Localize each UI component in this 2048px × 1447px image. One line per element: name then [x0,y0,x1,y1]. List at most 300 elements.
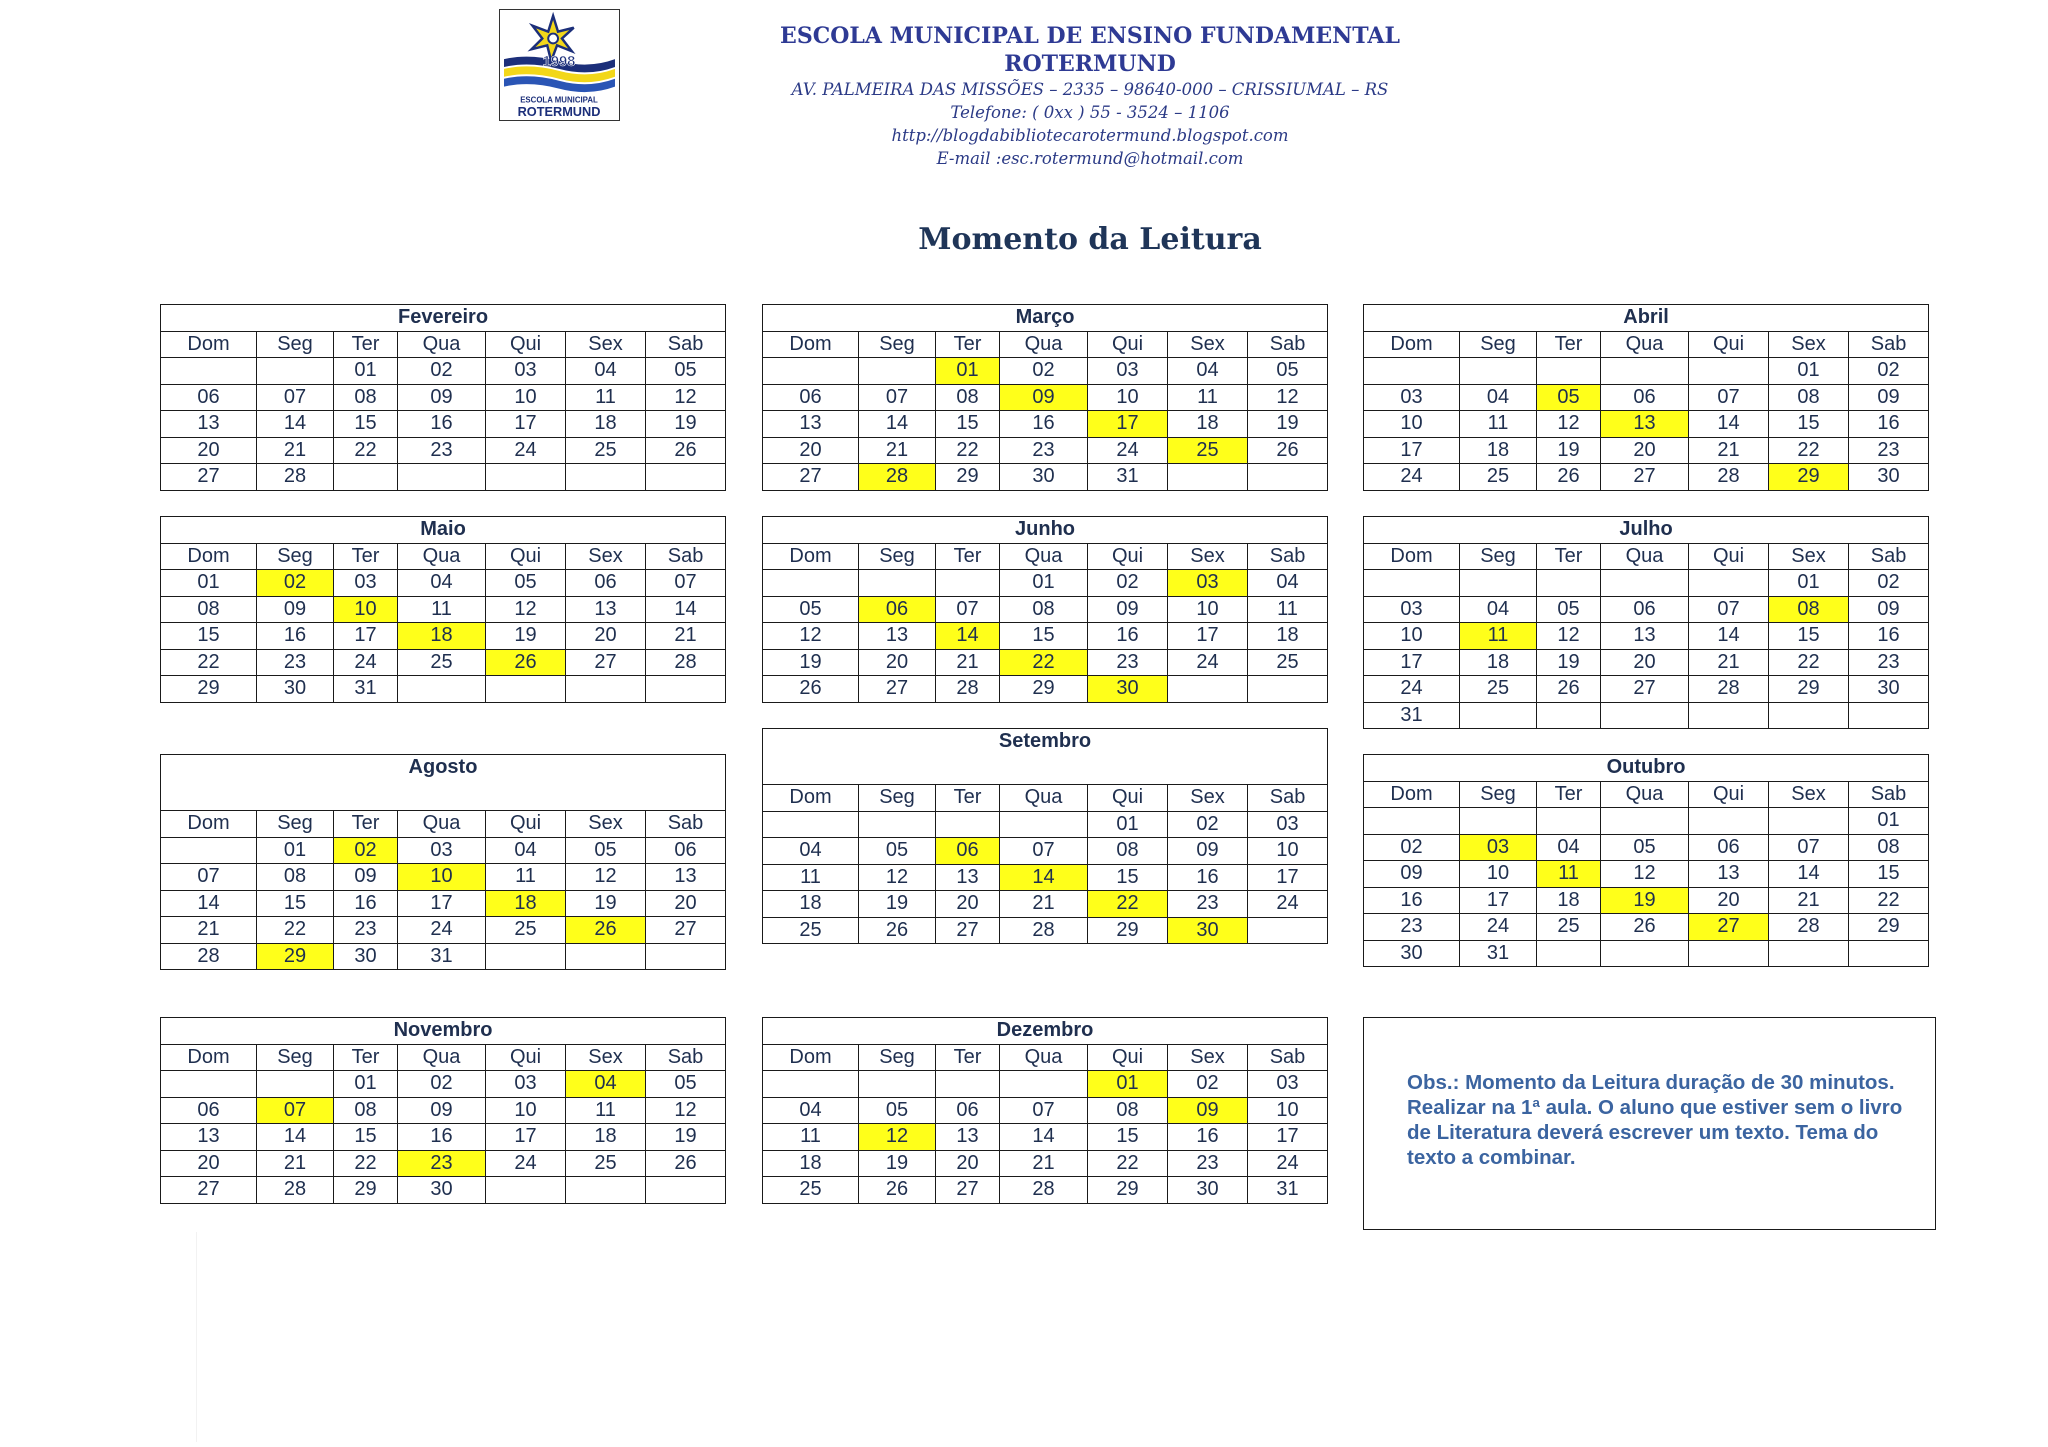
month-gap-row [1364,729,1929,752]
day-cell: 01 [1000,570,1088,597]
weekday-header: Dom [161,1044,257,1071]
empty-day-cell [486,464,566,491]
day-cell: 17 [1168,623,1248,650]
day-cell: 20 [1601,437,1689,464]
weekday-header: Ter [334,811,398,838]
day-cell: 10 [1088,384,1168,411]
day-cell: 22 [334,1150,398,1177]
day-cell: 17 [1364,649,1460,676]
school-phone: Telefone: ( 0xx ) 55 - 3524 – 1106 [950,103,1230,122]
day-cell: 16 [1364,887,1460,914]
day-cell: 18 [1537,887,1601,914]
weekday-header: Dom [161,811,257,838]
day-cell: 26 [1248,437,1328,464]
month-calendar-agosto [160,754,726,993]
day-cell: 09 [1168,838,1248,865]
weekday-header: Seg [1460,331,1537,358]
day-cell: 26 [646,437,726,464]
day-cell: 10 [1248,838,1328,865]
empty-day-cell [1248,464,1328,491]
day-cell: 12 [859,864,936,891]
day-cell: 24 [1168,649,1248,676]
day-cell: 29 [1088,1177,1168,1204]
day-cell: 10 [1364,411,1460,438]
highlighted-day-cell: 22 [1000,649,1088,676]
empty-day-cell [859,358,936,385]
empty-day-cell [1601,702,1689,729]
weekday-header: Sex [566,543,646,570]
month-calendar-dezembro [762,1017,1328,1227]
highlighted-day-cell: 26 [566,917,646,944]
weekday-header: Dom [1364,781,1460,808]
empty-day-cell [859,1071,936,1098]
day-cell: 06 [936,1097,1000,1124]
day-cell: 05 [763,596,859,623]
month-calendar-fevereiro [160,304,726,514]
highlighted-day-cell: 18 [486,890,566,917]
weekday-header: Qui [1088,543,1168,570]
day-cell: 11 [1248,596,1328,623]
day-cell: 08 [1088,1097,1168,1124]
day-cell: 03 [1364,384,1460,411]
month-title: Abril [1364,305,1929,332]
weekday-header: Qua [398,543,486,570]
weekday-header: Seg [859,785,936,812]
day-cell: 21 [859,437,936,464]
day-cell: 23 [1849,437,1929,464]
month-title: Junho [763,517,1328,544]
day-cell: 02 [398,358,486,385]
day-cell: 04 [566,358,646,385]
day-cell: 30 [257,676,334,703]
day-cell: 19 [646,1124,726,1151]
day-cell: 17 [1248,864,1328,891]
month-gap-row [763,490,1328,513]
empty-day-cell [257,1071,334,1098]
empty-day-cell [1364,808,1460,835]
day-cell: 14 [859,411,936,438]
day-cell: 14 [1689,411,1769,438]
highlighted-day-cell: 14 [936,623,1000,650]
day-cell: 25 [486,917,566,944]
day-cell: 24 [1460,914,1537,941]
day-cell: 31 [1364,702,1460,729]
day-cell: 18 [566,1124,646,1151]
day-cell: 26 [763,676,859,703]
day-cell: 20 [566,623,646,650]
highlighted-day-cell: 22 [1088,891,1168,918]
school-blog[interactable]: http://blogdabibliotecarotermund.blogspot.com [891,126,1289,145]
day-cell: 03 [1088,358,1168,385]
weekday-header: Qua [1000,331,1088,358]
day-cell: 03 [1248,811,1328,838]
weekday-header: Qua [1601,331,1689,358]
day-cell: 06 [566,570,646,597]
highlighted-day-cell: 10 [334,596,398,623]
day-cell: 09 [257,596,334,623]
day-cell: 17 [486,411,566,438]
day-cell: 15 [1088,864,1168,891]
empty-day-cell [646,1177,726,1204]
weekday-header: Ter [334,543,398,570]
weekday-header: Ter [334,331,398,358]
day-cell: 01 [334,358,398,385]
day-cell: 19 [763,649,859,676]
day-cell: 14 [1000,1124,1088,1151]
school-name: ESCOLA MUNICIPAL DE ENSINO FUNDAMENTAL ROTERMUND [780,23,1400,77]
logo-year: 1998 [542,53,576,70]
day-cell: 25 [1460,464,1537,491]
empty-day-cell [936,811,1000,838]
day-cell: 20 [763,437,859,464]
day-cell: 28 [1689,464,1769,491]
day-cell: 19 [566,890,646,917]
day-cell: 29 [1000,676,1088,703]
day-cell: 13 [936,1124,1000,1151]
day-cell: 21 [1000,1150,1088,1177]
weekday-header: Sex [566,811,646,838]
day-cell: 21 [1689,437,1769,464]
day-cell: 16 [1849,623,1929,650]
day-cell: 19 [1248,411,1328,438]
day-cell: 20 [161,437,257,464]
day-cell: 15 [936,411,1000,438]
empty-day-cell [257,358,334,385]
empty-day-cell [1537,570,1601,597]
day-cell: 11 [566,384,646,411]
day-cell: 15 [1769,623,1849,650]
day-cell: 05 [646,1071,726,1098]
day-cell: 19 [859,891,936,918]
day-cell: 24 [334,649,398,676]
day-cell: 05 [486,570,566,597]
empty-day-cell [763,1071,859,1098]
day-cell: 07 [646,570,726,597]
day-cell: 02 [1168,811,1248,838]
day-cell: 16 [1849,411,1929,438]
highlighted-day-cell: 02 [257,570,334,597]
empty-day-cell [334,464,398,491]
weekday-header: Sab [1248,785,1328,812]
highlighted-day-cell: 06 [936,838,1000,865]
day-cell: 27 [566,649,646,676]
day-cell: 19 [1537,649,1601,676]
day-cell: 15 [1088,1124,1168,1151]
weekday-header: Ter [1537,331,1601,358]
day-cell: 30 [398,1177,486,1204]
highlighted-day-cell: 18 [398,623,486,650]
day-cell: 27 [936,1177,1000,1204]
day-cell: 19 [646,411,726,438]
day-cell: 03 [1248,1071,1328,1098]
weekday-header: Qui [1088,331,1168,358]
day-cell: 23 [334,917,398,944]
empty-day-cell [1364,358,1460,385]
empty-day-cell [1689,702,1769,729]
weekday-header: Qua [398,1044,486,1071]
day-cell: 16 [398,411,486,438]
day-cell: 05 [566,837,646,864]
weekday-header: Ter [334,1044,398,1071]
school-email[interactable]: E-mail :esc.rotermund@hotmail.com [936,149,1244,168]
day-cell: 10 [1364,623,1460,650]
empty-day-cell [161,1071,257,1098]
highlighted-day-cell: 12 [859,1124,936,1151]
day-cell: 24 [1364,464,1460,491]
day-cell: 25 [398,649,486,676]
weekday-header: Dom [161,543,257,570]
empty-day-cell [1537,702,1601,729]
day-cell: 28 [1769,914,1849,941]
day-cell: 02 [1088,570,1168,597]
weekday-header: Qua [1000,543,1088,570]
day-cell: 20 [161,1150,257,1177]
day-cell: 01 [161,570,257,597]
day-cell: 02 [1364,834,1460,861]
day-cell: 08 [161,596,257,623]
day-cell: 07 [1769,834,1849,861]
day-cell: 18 [1460,649,1537,676]
empty-day-cell [1460,808,1537,835]
day-cell: 03 [486,1071,566,1098]
day-cell: 21 [161,917,257,944]
day-cell: 05 [859,1097,936,1124]
day-cell: 08 [1769,384,1849,411]
weekday-header: Qua [398,811,486,838]
day-cell: 11 [398,596,486,623]
weekday-header: Seg [257,811,334,838]
day-cell: 13 [161,411,257,438]
day-cell: 09 [1088,596,1168,623]
weekday-header: Ter [1537,781,1601,808]
day-cell: 18 [763,1150,859,1177]
day-cell: 08 [936,384,1000,411]
empty-day-cell [646,943,726,970]
day-cell: 13 [859,623,936,650]
highlighted-day-cell: 29 [257,943,334,970]
highlighted-day-cell: 11 [1460,623,1537,650]
day-cell: 05 [1248,358,1328,385]
day-cell: 20 [646,890,726,917]
day-cell: 13 [763,411,859,438]
day-cell: 12 [1537,623,1601,650]
day-cell: 17 [1364,437,1460,464]
day-cell: 24 [1364,676,1460,703]
day-cell: 15 [161,623,257,650]
day-cell: 25 [1537,914,1601,941]
weekday-header: Sab [1849,543,1929,570]
day-cell: 09 [398,1097,486,1124]
day-cell: 14 [1689,623,1769,650]
day-cell: 28 [257,464,334,491]
day-cell: 16 [1168,1124,1248,1151]
empty-day-cell [936,1071,1000,1098]
school-header [700,22,1480,170]
day-cell: 13 [161,1124,257,1151]
empty-day-cell [859,570,936,597]
highlighted-day-cell: 29 [1769,464,1849,491]
day-cell: 22 [1849,887,1929,914]
day-cell: 02 [1000,358,1088,385]
day-cell: 06 [1601,384,1689,411]
highlighted-day-cell: 02 [334,837,398,864]
day-cell: 07 [1689,596,1769,623]
day-cell: 12 [763,623,859,650]
day-cell: 21 [646,623,726,650]
empty-day-cell [859,811,936,838]
day-cell: 12 [486,596,566,623]
day-cell: 31 [334,676,398,703]
day-cell: 25 [1460,676,1537,703]
weekday-header: Qua [1601,781,1689,808]
day-cell: 26 [859,917,936,944]
day-cell: 30 [334,943,398,970]
day-cell: 11 [1168,384,1248,411]
day-cell: 17 [486,1124,566,1151]
day-cell: 21 [936,649,1000,676]
day-cell: 05 [859,838,936,865]
day-cell: 29 [1769,676,1849,703]
day-cell: 31 [1248,1177,1328,1204]
highlighted-day-cell: 01 [936,358,1000,385]
empty-day-cell [646,464,726,491]
day-cell: 26 [1601,914,1689,941]
day-cell: 23 [1168,1150,1248,1177]
empty-day-cell [486,1177,566,1204]
day-cell: 08 [334,1097,398,1124]
day-cell: 14 [161,890,257,917]
day-cell: 13 [1601,623,1689,650]
day-cell: 04 [1248,570,1328,597]
weekday-header: Qui [486,331,566,358]
highlighted-day-cell: 30 [1088,676,1168,703]
day-cell: 20 [1601,649,1689,676]
empty-day-cell [1248,676,1328,703]
day-cell: 11 [1460,411,1537,438]
day-cell: 28 [1000,1177,1088,1204]
day-cell: 22 [1769,649,1849,676]
observation-text: Obs.: Momento da Leitura duração de 30 minutos. Realizar na 1ª aula. O aluno que estiver sem o livro de Literatura deverá escrever um texto. Tema do texto a combinar. [1407,1071,1903,1169]
empty-day-cell [1000,1071,1088,1098]
day-cell: 10 [486,384,566,411]
day-cell: 02 [1849,570,1929,597]
day-cell: 28 [161,943,257,970]
day-cell: 03 [1364,596,1460,623]
day-cell: 17 [1248,1124,1328,1151]
day-cell: 27 [763,464,859,491]
divider [196,1232,197,1442]
day-cell: 07 [161,864,257,891]
day-cell: 04 [1460,384,1537,411]
day-cell: 01 [1769,358,1849,385]
weekday-header: Sab [1248,331,1328,358]
highlighted-day-cell: 04 [566,1071,646,1098]
day-cell: 04 [1168,358,1248,385]
day-cell: 23 [1000,437,1088,464]
day-cell: 05 [1537,596,1601,623]
day-cell: 24 [398,917,486,944]
highlighted-day-cell: 13 [1601,411,1689,438]
day-cell: 30 [1849,464,1929,491]
day-cell: 28 [936,676,1000,703]
highlighted-day-cell: 19 [1601,887,1689,914]
day-cell: 26 [1537,676,1601,703]
day-cell: 28 [1689,676,1769,703]
month-gap-row [763,1203,1328,1226]
day-cell: 30 [1364,940,1460,967]
highlighted-day-cell: 09 [1000,384,1088,411]
empty-day-cell [936,570,1000,597]
day-cell: 26 [859,1177,936,1204]
day-cell: 26 [646,1150,726,1177]
weekday-header: Seg [257,331,334,358]
day-cell: 06 [161,1097,257,1124]
day-cell: 08 [334,384,398,411]
day-cell: 31 [398,943,486,970]
empty-day-cell [566,464,646,491]
day-cell: 21 [1000,891,1088,918]
day-cell: 18 [1168,411,1248,438]
day-cell: 07 [859,384,936,411]
empty-day-cell [763,811,859,838]
day-cell: 30 [1168,1177,1248,1204]
weekday-header: Ter [1537,543,1601,570]
day-cell: 14 [257,411,334,438]
highlighted-day-cell: 17 [1088,411,1168,438]
day-cell: 21 [257,1150,334,1177]
day-cell: 08 [257,864,334,891]
weekday-header: Sab [646,543,726,570]
day-cell: 25 [763,917,859,944]
day-cell: 23 [1088,649,1168,676]
highlighted-day-cell: 11 [1537,861,1601,888]
highlighted-day-cell: 26 [486,649,566,676]
weekday-header: Sab [1849,781,1929,808]
empty-day-cell [1689,570,1769,597]
school-address: AV. PALMEIRA DAS MISSÕES – 2335 – 98640-000 – CRISSIUMAL – RS [791,80,1389,99]
month-gap-row [161,490,726,513]
day-cell: 25 [763,1177,859,1204]
empty-day-cell [1460,570,1537,597]
month-calendar-julho [1363,516,1929,752]
month-calendar-maio [160,516,726,726]
day-cell: 01 [257,837,334,864]
weekday-header: Qui [1689,543,1769,570]
highlighted-day-cell: 08 [1769,596,1849,623]
observation-box [1363,1017,1936,1230]
day-cell: 06 [161,384,257,411]
empty-day-cell [763,358,859,385]
day-cell: 27 [161,464,257,491]
day-cell: 07 [257,384,334,411]
empty-day-cell [566,1177,646,1204]
day-cell: 20 [936,891,1000,918]
month-calendar-outubro [1363,754,1929,990]
month-title: Fevereiro [161,305,726,332]
weekday-header: Ter [936,543,1000,570]
highlighted-day-cell: 27 [1689,914,1769,941]
empty-day-cell [1537,940,1601,967]
empty-day-cell [1769,808,1849,835]
day-cell: 04 [486,837,566,864]
day-cell: 31 [1088,464,1168,491]
empty-day-cell [398,464,486,491]
weekday-header: Sab [1248,1044,1328,1071]
day-cell: 04 [398,570,486,597]
day-cell: 18 [1460,437,1537,464]
month-calendar-abril [1363,304,1929,514]
day-cell: 19 [1537,437,1601,464]
